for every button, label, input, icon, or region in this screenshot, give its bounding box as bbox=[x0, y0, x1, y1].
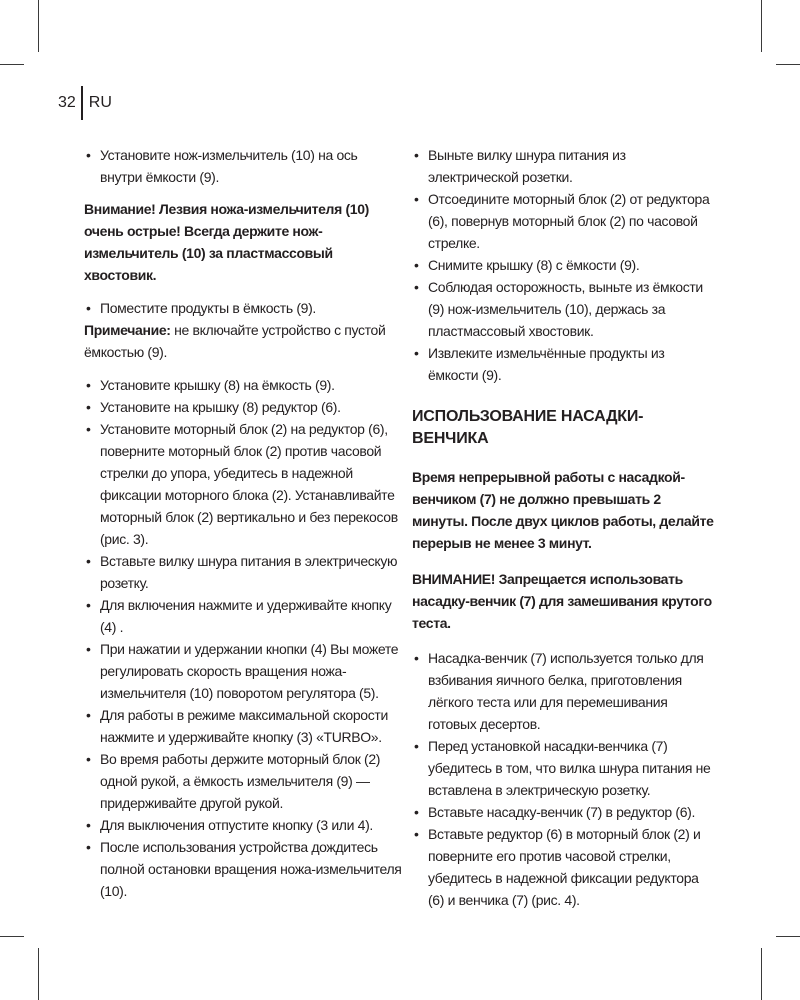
list-item: • Насадка-венчик (7) используется только для взбивания яичного белка, приготовления лёгкого теста или для перемешивания готовых десертов. bbox=[414, 650, 704, 732]
list-item: • Установите моторный блок (2) на редуктор (6), поверните моторный блок (2) против часовой стрелки до упора, убедитесь в надежной фиксации моторного блока (2). Устанавливайте моторный блок (2) вертикально и без перекосов (рис. 3). bbox=[86, 421, 398, 547]
crop-mark bbox=[776, 936, 800, 937]
list-item: • Вставьте вилку шнура питания в электрическую розетку. bbox=[86, 553, 398, 591]
warning-text: Время непрерывной работы с насадкой-венчиком (7) не должно превышать 2 минуты. После двух циклов работы, делайте перерыв не менее 3 минут. bbox=[412, 469, 714, 551]
note-label: Примечание: bbox=[84, 322, 171, 338]
crop-mark bbox=[776, 64, 800, 65]
bullet-list bbox=[84, 297, 402, 319]
crop-mark bbox=[0, 64, 24, 65]
list-item: • Для работы в режиме максимальной скорости нажмите и удерживайте кнопку (3) «TURBO». bbox=[86, 707, 388, 745]
list-item: • Снимите крышку (8) с ёмкости (9). bbox=[414, 257, 640, 273]
language-label: RU bbox=[88, 94, 112, 111]
list-item: • Поместите продукты в ёмкость (9). bbox=[86, 300, 316, 316]
bullet-list bbox=[84, 144, 402, 188]
list-item: • Во время работы держите моторный блок (2) одной рукой, а ёмкость измельчителя (9) — придерживайте другой рукой. bbox=[86, 751, 381, 811]
list-item: • Извлеките измельчённые продукты из ёмкости (9). bbox=[414, 345, 665, 383]
list-item: • Для выключения отпустите кнопку (3 или 4). bbox=[86, 817, 373, 833]
list-item: • Перед установкой насадки-венчика (7) убедитесь в том, что вилка шнура питания не вставлена в электрическую розетку. bbox=[414, 738, 711, 798]
bullet-list bbox=[412, 144, 718, 386]
list-item: • Установите на крышку (8) редуктор (6). bbox=[86, 399, 341, 415]
list-item: • Для включения нажмите и удерживайте кнопку (4) . bbox=[86, 597, 392, 635]
list-item: • Соблюдая осторожность, выньте из ёмкости (9) нож-измельчитель (10), держась за пластмассовый хвостовик. bbox=[414, 279, 703, 339]
crop-mark bbox=[761, 0, 762, 52]
left-column bbox=[84, 144, 402, 902]
list-item: • Вставьте редуктор (6) в моторный блок (2) и поверните его против часовой стрелки, убедитесь в надежной фиксации редуктора (6) и венчика (7) (рис. 4). bbox=[414, 826, 701, 908]
right-column bbox=[412, 144, 718, 911]
list-item: • После использования устройства дождитесь полной остановки вращения ножа-измельчителя (10). bbox=[86, 839, 402, 899]
page-number: 32 bbox=[58, 94, 76, 111]
crop-mark bbox=[761, 948, 762, 1000]
list-item: • При нажатии и удержании кнопки (4) Вы можете регулировать скорость вращения ножа-измельчителя (10) поворотом регулятора (5). bbox=[86, 641, 399, 701]
list-item: • Вставьте насадку-венчик (7) в редуктор (6). bbox=[414, 804, 696, 820]
page-header bbox=[58, 86, 112, 120]
crop-mark bbox=[38, 948, 39, 1000]
note-text: Примечание: не включайте устройство с пустой ёмкостью (9). bbox=[84, 322, 386, 360]
list-item: • Установите крышку (8) на ёмкость (9). bbox=[86, 377, 335, 393]
list-item: • Выньте вилку шнура питания из электрической розетки. bbox=[414, 147, 626, 185]
crop-mark bbox=[38, 0, 39, 52]
list-item: • Установите нож-измельчитель (10) на ось внутри ёмкости (9). bbox=[86, 147, 358, 185]
crop-mark bbox=[0, 936, 24, 937]
warning-text: Внимание! Лезвия ножа-измельчителя (10) очень острые! Всегда держите нож-измельчитель (10) за пластмассовый хвостовик. bbox=[84, 201, 369, 283]
bullet-list bbox=[412, 647, 718, 911]
list-item: • Отсоедините моторный блок (2) от редуктора (6), повернув моторный блок (2) по часовой стрелке. bbox=[414, 191, 710, 251]
warning-text: ВНИМАНИЕ! Запрещается использовать насадку-венчик (7) для замешивания крутого теста. bbox=[412, 571, 712, 631]
bullet-list bbox=[84, 374, 402, 902]
section-title: ИСПОЛЬЗОВАНИЕ НАСАДКИ-ВЕНЧИКА bbox=[412, 408, 644, 447]
